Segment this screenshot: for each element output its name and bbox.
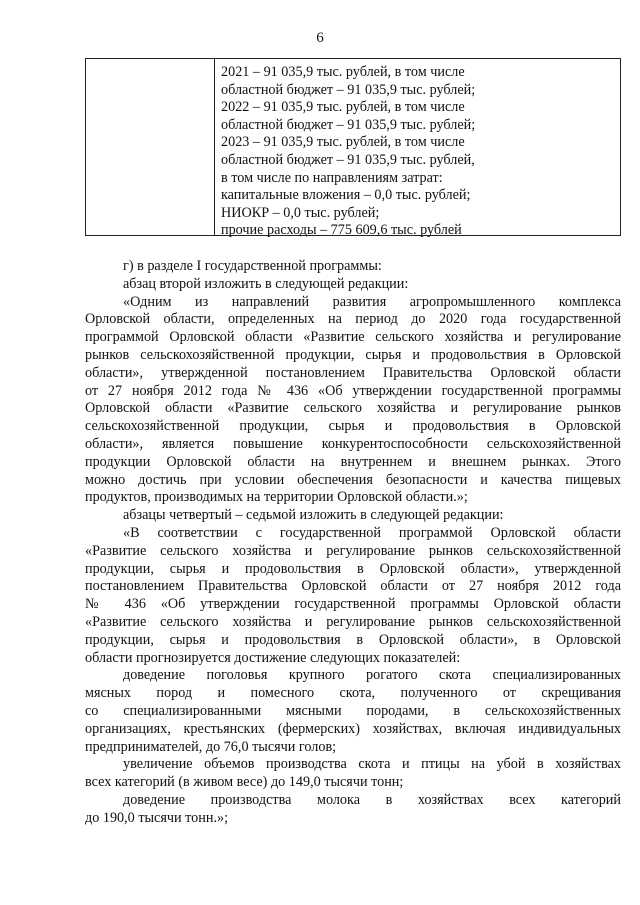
text-line: «Развитие сельского хозяйства и регулирование рынков сельскохозяйственной [85,613,621,630]
text-line: мясных пород и помесного скота, полученного от скрещивания [85,685,621,702]
text-line: продукции, сырья и продовольствия в Орловской области», в Орловской [85,631,621,648]
text-line: доведение производства молока в хозяйствах всех категорий [123,791,621,808]
table-line: областной бюджет – 91 035,9 тыс. рублей; [221,81,476,98]
text-line: абзацы четвертый – седьмой изложить в следующей редакции: [123,507,504,524]
table-line: областной бюджет – 91 035,9 тыс. рублей; [221,116,476,133]
table-line: областной бюджет – 91 035,9 тыс. рублей, [221,151,475,168]
table-line: в том числе по направлениям затрат: [221,169,443,186]
text-line: продукции Орловской области на внутреннем и внешнем рынках. Этого [85,453,621,470]
table-line: НИОКР – 0,0 тыс. рублей; [221,204,380,221]
text-line: абзац второй изложить в следующей редакции: [123,275,409,292]
budget-table [85,58,621,239]
text-line: программой Орловской области «Развитие сельского хозяйства и регулирование [85,329,621,346]
text-line: постановлением Правительства Орловской области от 27 ноября 2012 года [85,578,621,595]
text-line: сельскохозяйственной продукции, сырья и продовольствия в Орловской [85,418,621,435]
text-line: г) в разделе I государственной программы: [123,258,382,274]
text-line: можно достичь при условии обеспечения безопасности и качества пищевых [85,471,621,488]
text-line: № 436 «Об утверждении государственной программы Орловской области [85,596,621,613]
text-line: со специализированными мясными породами, в сельскохозяйственных [85,702,621,719]
body-text [85,258,621,828]
text-line: рынков сельскохозяйственной продукции, сырья и продовольствия в Орловской [85,346,621,363]
text-line: продукции, сырья и продовольствия в Орловской области», утвержденной [85,560,621,577]
table-line: 2021 – 91 035,9 тыс. рублей, в том числе [221,64,465,80]
text-line: организациях, крестьянских (фермерских) хозяйствах, включая индивидуальных [85,720,621,737]
text-line: от 27 ноября 2012 года № 436 «Об утверждении государственной программы [85,382,621,399]
table-line: 2023 – 91 035,9 тыс. рублей, в том числе [221,134,465,151]
text-line: Орловской области «Развитие сельского хозяйства и регулирование рынков [85,400,621,417]
text-line: области прогнозируется достижение следующих показателей: [85,649,461,666]
text-line: увеличение объемов производства скота и птицы на убой в хозяйствах [123,756,621,773]
text-line: всех категорий (в живом весе) до 149,0 тысячи тонн; [85,774,404,791]
text-line: предпринимателей, до 76,0 тысячи голов; [85,738,337,755]
text-line: области», является повышение конкурентоспособности сельскохозяйственной [85,435,621,452]
page-number: 6 [316,30,324,46]
text-line: области», утвержденной постановлением Правительства Орловской области [85,364,621,381]
text-line: до 190,0 тысячи тонн.»; [85,809,229,826]
table-line: прочие расходы – 775 609,6 тыс. рублей [221,222,462,239]
table-line: капитальные вложения – 0,0 тыс. рублей; [221,187,471,204]
text-line: доведение поголовья крупного рогатого скота специализированных [123,667,621,684]
text-line: «Одним из направлений развития агропромышленного комплекса [123,293,621,310]
text-line: продуктов, производимых на территории Орловской области.»; [85,489,468,506]
table-right-cell [221,64,616,240]
table-line: 2022 – 91 035,9 тыс. рублей, в том числе [221,99,465,116]
table-left-cell [86,59,215,235]
text-line: «Развитие сельского хозяйства и регулирование рынков сельскохозяйственной [85,542,621,559]
text-line: Орловской области, определенных на период до 2020 года государственной [85,311,621,328]
text-line: «В соответствии с государственной программой Орловской области [123,524,621,541]
